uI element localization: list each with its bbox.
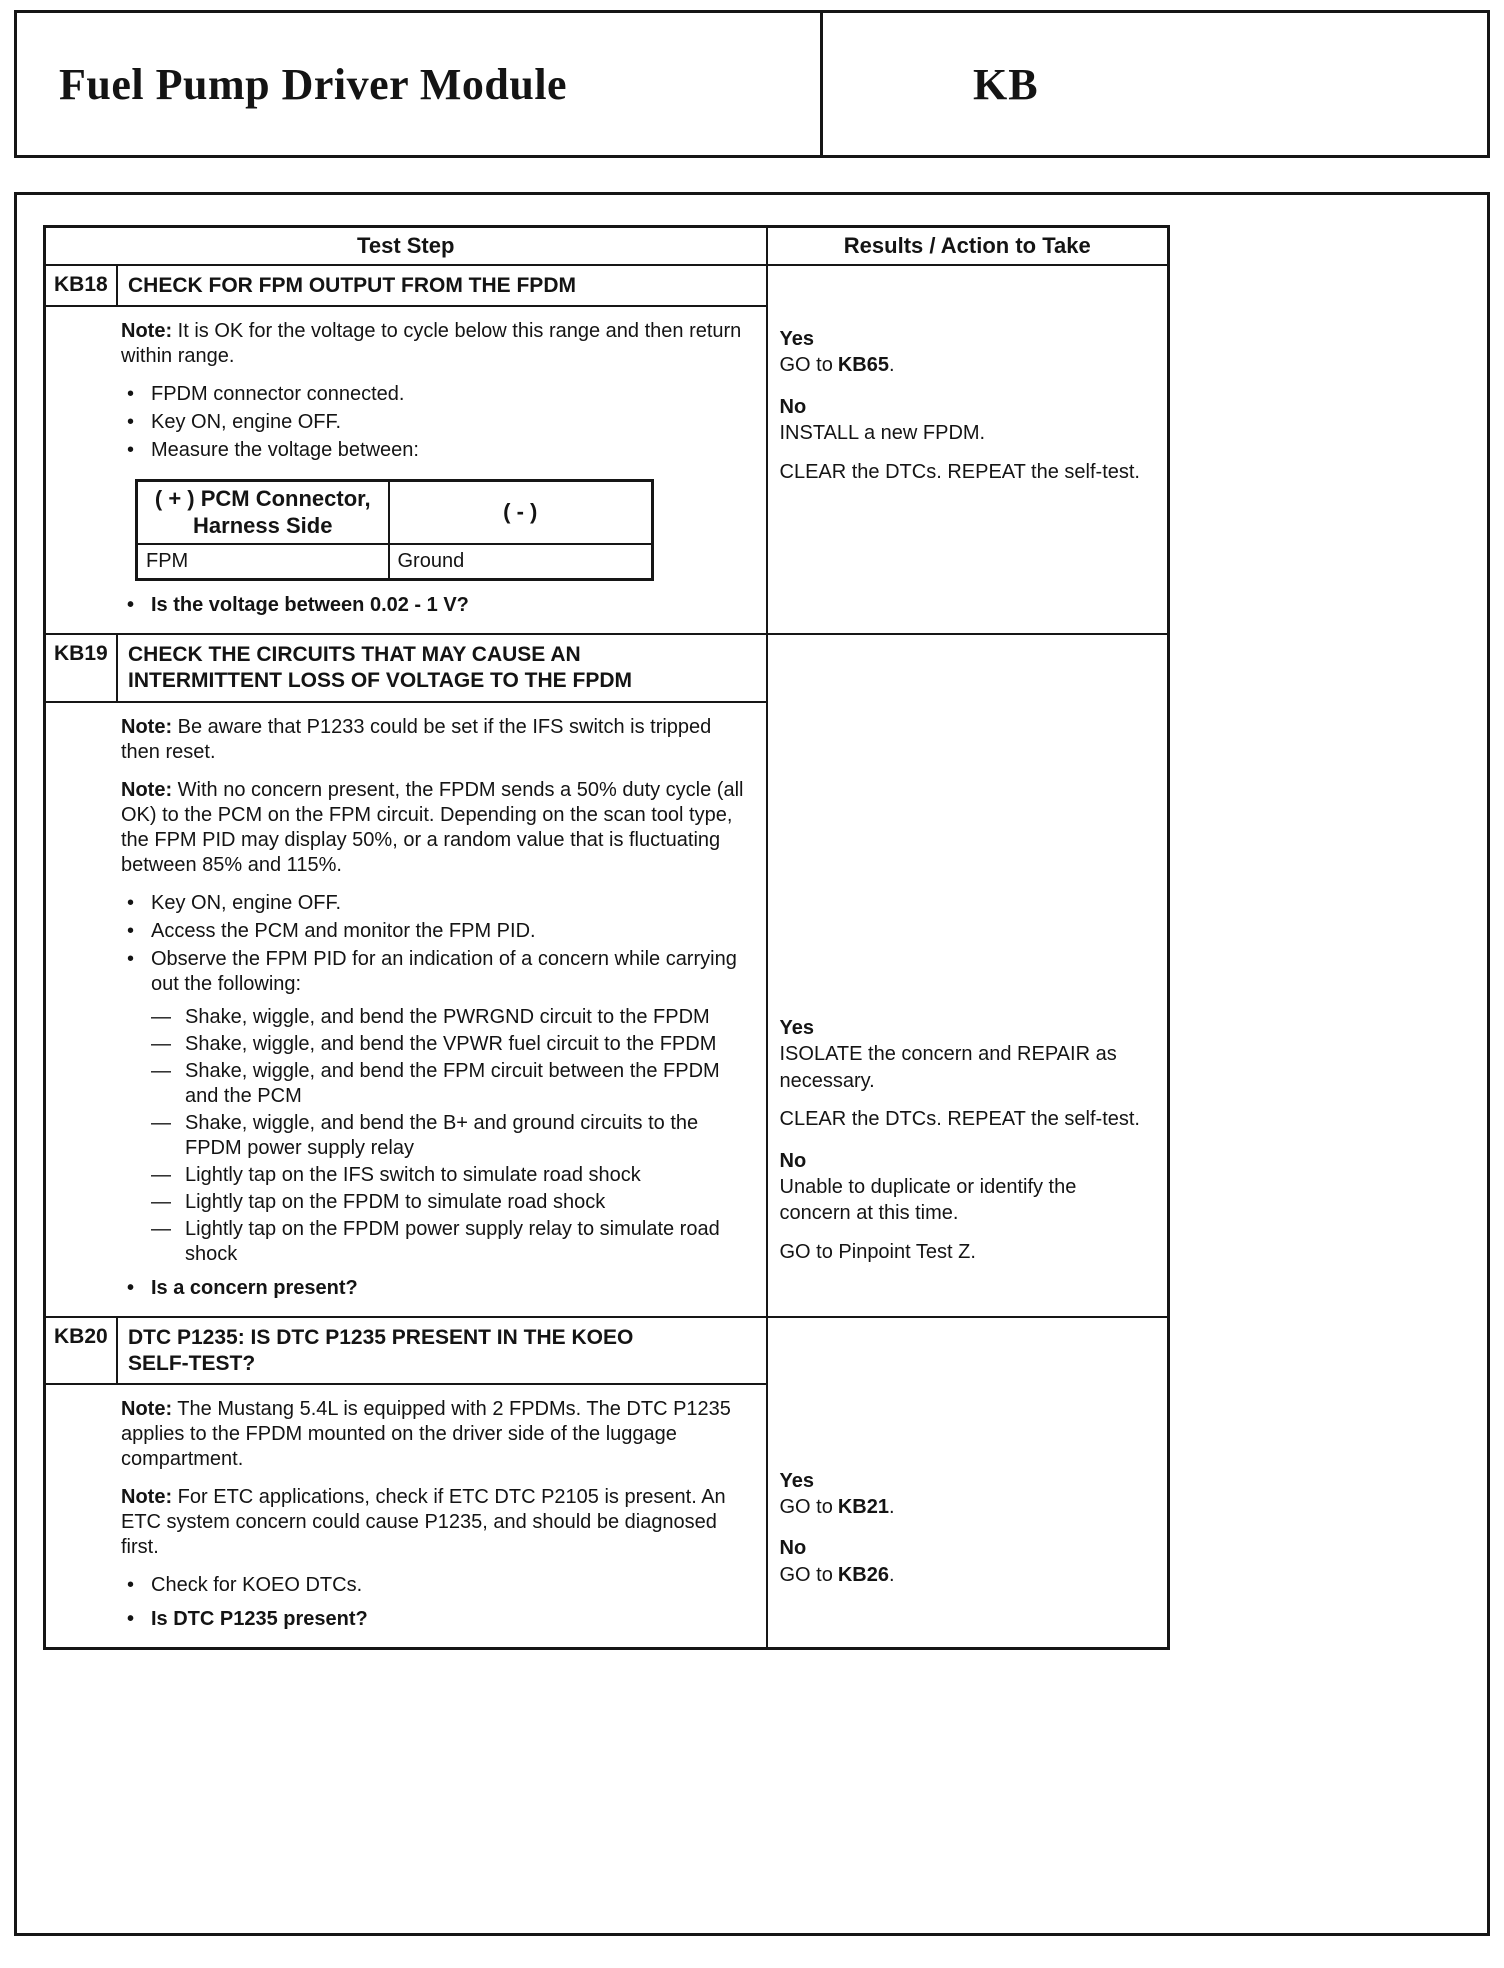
dash-icon: — (151, 1005, 171, 1028)
kb19-dash-list (151, 1005, 746, 1267)
voltage-table-data-row (137, 544, 653, 580)
test-step-column-header: Test Step (45, 227, 767, 266)
voltage-table-header-row (137, 481, 653, 544)
kb18-question-text: Is the voltage between 0.02 - 1 V? (151, 594, 469, 617)
bullet-icon: • (127, 1276, 135, 1299)
step-kb19-body (45, 702, 767, 1317)
step-id-kb18: KB18 (46, 266, 118, 305)
step-kb19-header-row (45, 634, 1169, 702)
section-code-cell (823, 13, 1487, 155)
bullet-icon: • (127, 1608, 135, 1631)
page-title: Fuel Pump Driver Module (59, 59, 568, 109)
kb20-bullet-1-text: Check for KOEO DTCs. (151, 1574, 363, 1597)
pinpoint-test-table (43, 225, 1170, 1650)
kb19-bullet-2-text: Access the PCM and monitor the FPM PID. (151, 919, 536, 942)
kb19-yes-action-2: CLEAR the DTCs. REPEAT the self-test. (779, 1108, 1140, 1131)
kb18-yes-go-post: . (889, 354, 895, 377)
kb20-note-1-text: The Mustang 5.4L is equipped with 2 FPDMs. The DTC P1235 applies to the FPDM mounted on the driver side of the luggage compartment. (121, 1398, 731, 1471)
kb19-yes-label: Yes (779, 1017, 814, 1040)
step-title-kb18: CHECK FOR FPM OUTPUT FROM THE FPDM (128, 274, 576, 297)
kb19-no-action-1: Unable to duplicate or identify the concern at this time. (779, 1175, 1077, 1225)
kb19-dash-2 (151, 1032, 746, 1057)
step-kb18-header-row (45, 265, 1169, 306)
dash-icon: — (151, 1163, 171, 1186)
kb18-yes-label: Yes (779, 328, 814, 350)
kb19-note-2-label: Note: (121, 778, 173, 801)
kb19-note-1-label: Note: (121, 715, 173, 738)
step-id-kb20: KB20 (46, 1318, 118, 1384)
kb19-dash-1-text: Shake, wiggle, and bend the PWRGND circuit to the FPDM (185, 1005, 710, 1028)
page-title-cell (17, 13, 823, 155)
kb18-bullet-3 (121, 438, 746, 463)
kb18-no-group (780, 394, 1152, 485)
table-header-row (45, 227, 1169, 266)
kb18-yes-group (780, 326, 1152, 379)
kb20-yes-action (780, 1494, 1152, 1520)
kb19-question (121, 1276, 746, 1301)
step-kb18-head (45, 265, 767, 306)
dash-icon: — (151, 1217, 171, 1240)
step-title-kb20: DTC P1235: IS DTC P1235 PRESENT IN THE KOEO SELF-TEST? (128, 1325, 634, 1375)
kb20-note-2-text: For ETC applications, check if ETC DTC P2105 is present. An ETC system concern could cause P1235, and should be diagnosed first. (121, 1486, 726, 1559)
page-header (14, 10, 1490, 158)
kb19-bullet-1-text: Key ON, engine OFF. (151, 891, 342, 914)
step-kb20-body (45, 1384, 767, 1649)
dash-icon: — (151, 1059, 171, 1082)
kb18-note-1-label: Note: (121, 320, 173, 343)
kb18-question (121, 593, 746, 618)
step-title-kb19: CHECK THE CIRCUITS THAT MAY CAUSE AN INTERMITTENT LOSS OF VOLTAGE TO THE FPDM (128, 643, 632, 693)
bullet-icon: • (127, 594, 135, 617)
dash-icon: — (151, 1190, 171, 1213)
kb19-note-1 (121, 715, 746, 765)
kb19-dash-6-text: Lightly tap on the FPDM to simulate road shock (185, 1190, 606, 1213)
kb19-bullet-3-text: Observe the FPM PID for an indication of a concern while carrying out the following: (151, 947, 737, 995)
bullet-icon: • (127, 439, 135, 462)
step-kb18-results (767, 265, 1169, 634)
kb18-note-1 (121, 319, 746, 369)
kb19-dash-4-text: Shake, wiggle, and bend the B+ and ground circuits to the FPDM power supply relay (185, 1111, 699, 1159)
bullet-icon: • (127, 411, 135, 434)
kb19-dash-2-text: Shake, wiggle, and bend the VPWR fuel circuit to the FPDM (185, 1032, 717, 1055)
kb20-note-1-label: Note: (121, 1398, 173, 1421)
kb18-no-label: No (779, 395, 807, 418)
step-kb20-header-row (45, 1317, 1169, 1385)
kb18-no-action-1: INSTALL a new FPDM. (779, 422, 986, 445)
kb20-note-2-label: Note: (121, 1486, 173, 1509)
kb20-no-go-post: . (889, 1563, 895, 1586)
kb19-dash-1 (151, 1005, 746, 1030)
kb20-no-label: No (779, 1537, 807, 1560)
voltage-table-header-positive (137, 481, 389, 544)
kb18-yes-action (780, 352, 1152, 378)
dash-icon: — (151, 1032, 171, 1055)
results-column-header: Results / Action to Take (767, 227, 1169, 266)
step-kb20-results (767, 1317, 1169, 1649)
kb19-dash-5 (151, 1163, 746, 1188)
kb20-question-text: Is DTC P1235 present? (151, 1608, 368, 1631)
kb20-no-group (780, 1535, 1152, 1588)
kb20-bullet-1 (121, 1573, 746, 1598)
bullet-icon: • (127, 947, 135, 970)
kb19-dash-7-text: Lightly tap on the FPDM power supply relay to simulate road shock (185, 1217, 720, 1265)
kb20-no-action (780, 1562, 1152, 1588)
step-kb20-head (45, 1317, 767, 1385)
bullet-icon: • (127, 919, 135, 942)
kb19-bullet-1 (121, 891, 746, 916)
kb18-bullet-2-text: Key ON, engine OFF. (151, 411, 342, 434)
bullet-icon: • (127, 383, 135, 406)
kb18-bullet-1-text: FPDM connector connected. (151, 383, 405, 406)
kb20-yes-go-target: KB21 (837, 1495, 889, 1518)
content-frame (14, 192, 1490, 1936)
kb20-note-1 (121, 1397, 746, 1472)
kb19-bullet-3 (121, 947, 746, 997)
voltage-cell-ground: Ground (389, 544, 653, 580)
kb19-dash-6 (151, 1190, 746, 1215)
step-kb19-head (45, 634, 767, 702)
kb19-no-label: No (779, 1149, 807, 1172)
kb20-yes-go-post: . (889, 1495, 895, 1518)
dash-icon: — (151, 1111, 171, 1134)
kb20-no-go-target: KB26 (837, 1563, 889, 1586)
bullet-icon: • (127, 1574, 135, 1597)
voltage-table-header-negative: ( - ) (389, 481, 653, 544)
kb20-question (121, 1607, 746, 1632)
kb20-yes-go-pre: GO to (779, 1495, 833, 1518)
kb19-no-action-2: GO to Pinpoint Test Z. (779, 1240, 976, 1263)
kb19-dash-4 (151, 1111, 746, 1161)
kb18-bullet-1 (121, 382, 746, 407)
kb19-yes-group (780, 1015, 1152, 1133)
kb19-note-1-text: Be aware that P1233 could be set if the IFS switch is tripped then reset. (121, 715, 712, 763)
kb19-dash-7 (151, 1217, 746, 1267)
voltage-header-line1: ( + ) PCM Connector, (154, 486, 371, 512)
step-kb18-body (45, 306, 767, 634)
section-code: KB (973, 59, 1039, 109)
kb19-dash-3 (151, 1059, 746, 1109)
step-kb19-results (767, 634, 1169, 1317)
voltage-measurement-table (135, 479, 654, 581)
kb19-note-2 (121, 778, 746, 878)
kb18-bullet-2 (121, 410, 746, 435)
kb19-question-text: Is a concern present? (151, 1276, 358, 1299)
kb20-yes-group (780, 1468, 1152, 1521)
kb18-note-1-text: It is OK for the voltage to cycle below this range and then return within range. (121, 320, 742, 368)
kb20-note-2 (121, 1485, 746, 1560)
kb19-dash-3-text: Shake, wiggle, and bend the FPM circuit between the FPDM and the PCM (185, 1059, 720, 1107)
bullet-icon: • (127, 891, 135, 914)
kb18-yes-go-pre: GO to (779, 354, 833, 377)
kb18-yes-go-target: KB65 (837, 354, 889, 377)
kb19-note-2-text: With no concern present, the FPDM sends a 50% duty cycle (all OK) to the PCM on the FPM circuit. Depending on the scan tool type, the FPM PID may display 50%, or a random value that is fluctuating between 85% and 115%. (121, 778, 744, 876)
kb19-bullet-2 (121, 919, 746, 944)
kb19-yes-action-1: ISOLATE the concern and REPAIR as necessary. (779, 1043, 1117, 1092)
kb18-bullet-3-text: Measure the voltage between: (151, 439, 419, 462)
step-id-kb19: KB19 (46, 635, 118, 701)
kb19-dash-5-text: Lightly tap on the IFS switch to simulate road shock (185, 1163, 641, 1186)
kb19-no-group (780, 1148, 1152, 1266)
kb20-no-go-pre: GO to (779, 1563, 833, 1586)
voltage-header-line2: Harness Side (193, 512, 333, 538)
kb18-no-action-2: CLEAR the DTCs. REPEAT the self-test. (779, 460, 1140, 483)
kb20-yes-label: Yes (779, 1469, 814, 1492)
voltage-cell-fpm: FPM (137, 544, 389, 580)
